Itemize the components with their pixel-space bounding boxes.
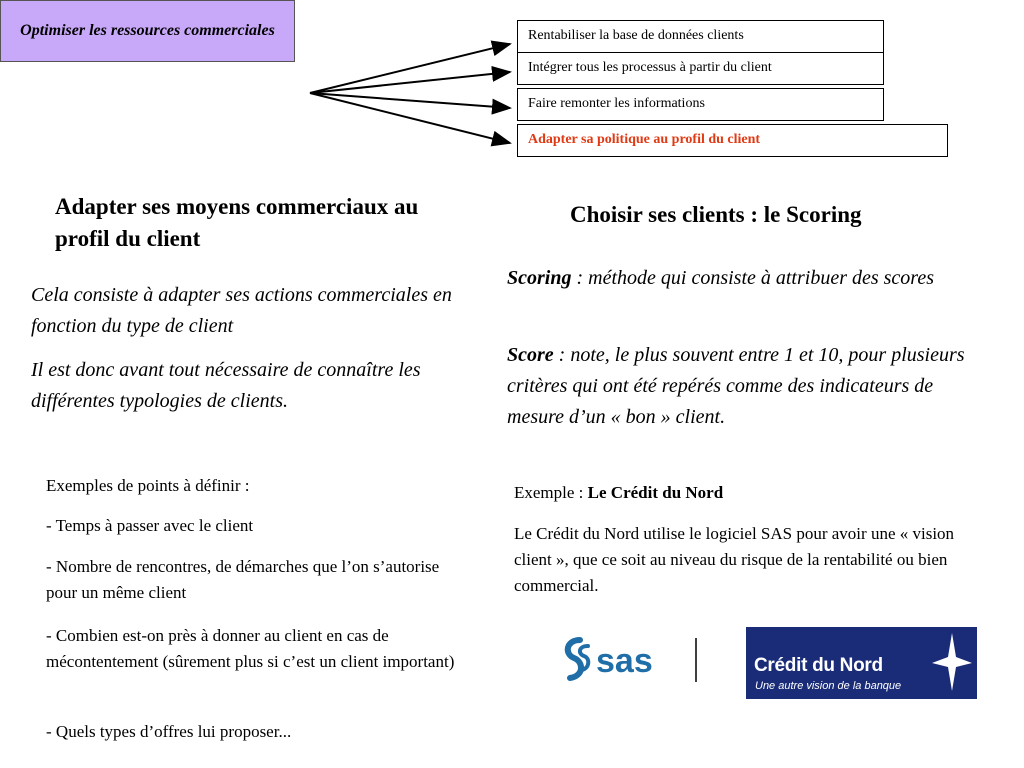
branch-node-1 bbox=[517, 20, 884, 53]
credit-du-nord-logo bbox=[746, 627, 977, 699]
left-title: Adapter ses moyens commerciaux au profil du client bbox=[55, 194, 419, 251]
root-label: Optimiser les ressources commerciales bbox=[20, 22, 275, 39]
example-heading bbox=[514, 480, 974, 506]
left-para-1: Cela consiste à adapter ses actions commerciales en fonction du type de client bbox=[31, 284, 452, 337]
score-term: Score bbox=[507, 344, 554, 366]
star-icon bbox=[932, 633, 972, 691]
branch-label-3: Faire remonter les informations bbox=[528, 96, 705, 111]
sas-text: sas bbox=[596, 642, 653, 680]
score-def: : note, le plus souvent entre 1 et 10, pour plusieurs critères qui ont été repérés comme des indicateurs de mesure d’un « bon » client. bbox=[507, 344, 965, 428]
examples-intro: Exemples de points à définir : bbox=[46, 476, 250, 495]
right-title: Choisir ses clients : le Scoring bbox=[570, 202, 862, 227]
score-definition bbox=[507, 340, 977, 433]
example-name: Le Crédit du Nord bbox=[587, 483, 724, 502]
example-item-3: - Combien est-on près à donner au client en cas de mécontentement (sûrement plus si c’est un client important) bbox=[46, 626, 455, 671]
branch-label-2: Intégrer tous les processus à partir du client bbox=[528, 60, 772, 75]
sas-logo bbox=[560, 632, 710, 688]
arrow-1 bbox=[310, 44, 510, 93]
example-text: Le Crédit du Nord utilise le logiciel SAS pour avoir une « vision client », que ce soit au niveau du risque de la rentabilité ou bien commercial. bbox=[514, 524, 955, 595]
scoring-term: Scoring bbox=[507, 267, 572, 289]
arrow-2 bbox=[310, 72, 510, 93]
branch-node-2 bbox=[517, 52, 884, 85]
example-item-4: - Quels types d’offres lui proposer... bbox=[46, 722, 292, 741]
branch-label-4: Adapter sa politique au profil du client bbox=[528, 132, 761, 147]
branch-label-1: Rentabiliser la base de données clients bbox=[528, 28, 744, 43]
cdn-title: Crédit du Nord bbox=[754, 655, 883, 676]
cdn-tagline: Une autre vision de la banque bbox=[755, 680, 902, 692]
example-prefix: Exemple : bbox=[514, 483, 588, 502]
left-para-2: Il est donc avant tout nécessaire de connaître les différentes typologies de clients. bbox=[31, 359, 421, 412]
example-item-2: - Nombre de rencontres, de démarches que l’on s’autorise pour un même client bbox=[46, 557, 440, 602]
example-item-1: - Temps à passer avec le client bbox=[46, 516, 254, 535]
scoring-def: : méthode qui consiste à attribuer des scores bbox=[571, 267, 935, 289]
scoring-definition bbox=[507, 263, 977, 294]
branch-node-3 bbox=[517, 88, 884, 121]
branch-node-4 bbox=[517, 124, 948, 157]
sas-logo-icon bbox=[560, 632, 710, 688]
